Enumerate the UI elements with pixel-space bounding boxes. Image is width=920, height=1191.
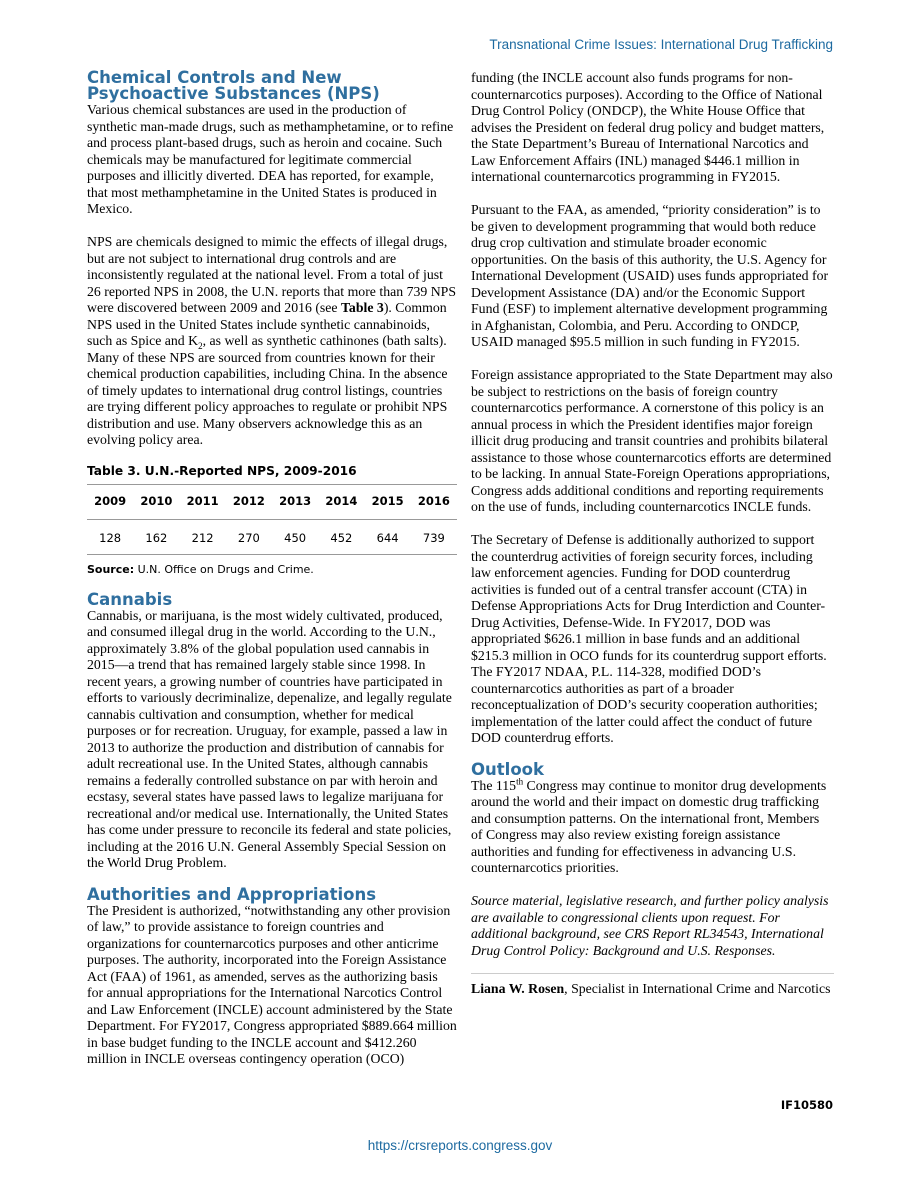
paragraph: Pursuant to the FAA, as amended, “priority consideration” is to be given to development programming that would both reduce drug crop cultivation and stimulate broader economic opportunities. On the basis of this authority, the U.S. Agency for International Development (USAID) uses funds appropriated for Development Assistance (DA) and/or the Economic Support Fund (ESF) to implement alternative development programming in Afghanistan, Colombia, and Peru. According to ONDCP, USAID managed $95.5 million in such funding in FY2015. [471,202,829,349]
table-cell: 739 [411,519,457,555]
table-header-cell: 2013 [272,485,318,520]
table-header-cell: 2015 [365,485,411,520]
footer-link[interactable]: https://crsreports.congress.gov [367,1138,553,1153]
running-header: Transnational Crime Issues: International Drug Trafficking [489,37,833,52]
table-row [87,519,457,555]
author-block [471,973,834,998]
paragraph: The 115th Congress may continue to monitor drug developments around the world and their impact on domestic drug trafficking and consumption patterns. On the international front, Members of Congress may also review existing foreign assistance authorities and funding for effectiveness in advancing U.S. counternarcotics priorities. [471,775,827,875]
table-cell: 452 [318,519,364,555]
heading-cannabis: Cannabis [87,589,173,609]
table-source: Source: U.N. Office on Drugs and Crime. [87,563,314,576]
author-title: , Specialist in International Crime and Narcotics [564,981,831,996]
table-header-cell: 2016 [411,485,457,520]
table-header-cell: 2010 [133,485,179,520]
table-cell: 212 [180,519,226,555]
paragraph: NPS are chemicals designed to mimic the effects of illegal drugs, but are not subject to international drug controls and are inconsistently regulated at the national level. From a total of just 26 reported NPS in 2008, the U.N. reports that more than 739 NPS were discovered between 2009 and 2016 (see Table 3). Common NPS used in the United States include synthetic cannabinoids, such as Spice and $K_2$, as well as synthetic cathinones (bath salts). Many of these NPS are sourced from countries known for their chemical production capabilities, including China. In the absence of timely updates to international drug control listings, countries are trying different policy approaches to regulate or prohibit NPS distribution and use. Many observers acknowledge this as an evolving policy area. [87,234,457,447]
table-header-cell: 2014 [318,485,364,520]
paragraph: Cannabis, or marijuana, is the most widely cultivated, produced, and consumed illegal drug in the world. According to the U.N., approximately 3.8% of the global population used cannabis in 2015—a trend that has remained largely stable since 1998. In recent years, a growing number of countries have participated in efforts to variously decriminalize, depenalize, and legally regulate cannabis cultivation and consumption, whether for medical purposes or for recreation. Uruguay, for example, passed a law in 2013 to authorize the production and distribution of cannabis for adult recreational use. In the United States, although cannabis remains a federally controlled substance on par with heroin and ecstasy, several states have passed laws to legalize marijuana for recreational and/or medical use. Internationally, the United States has come under pressure to reconcile its federal and state policies, including at the 2016 U.N. General Assembly Special Session on the World Drug Problem. [87,607,452,870]
table-header-cell: 2011 [180,485,226,520]
table-reference[interactable]: Table 3 [341,300,384,315]
author-name: Liana W. Rosen [471,981,565,996]
heading-chemical-controls: Chemical Controls and New Psychoactive Substances (NPS) [87,68,380,103]
paragraph: Various chemical substances are used in the production of synthetic man-made drugs, such as methamphetamine, or to refine and process plant-based drugs, such as heroin and cocaine. Such chemicals may be manufactured for legitimate commercial purposes and illicitly diverted. DEA has reported, for example, that most methamphetamine in the United States is produced in Mexico. [87,102,454,216]
table-cell: 270 [226,519,272,555]
table-header-cell: 2009 [87,485,133,520]
document-id: IF10580 [780,1098,833,1112]
table-header-cell: 2012 [226,485,272,520]
left-column [87,70,457,1068]
source-note: Source material, legislative research, and further policy analysis are available to congressional clients upon request. For additional background, see CRS Report RL34543, International Drug Control Policy: Background and U.S. Responses. [471,893,829,958]
table-cell: 128 [87,519,133,555]
paragraph: The Secretary of Defense is additionally authorized to support the counterdrug activities of foreign security forces, including law enforcement agencies. Funding for DOD counterdrug activities is funded out of a central transfer account (CTA) in Defense Appropriations Acts for Drug Interdiction and Counter-Drug Activities, Defense-Wide. In FY2017, DOD was appropriated $626.1 million in base funds and an additional $215.3 million in OCO funds for its counterdrug support efforts. The FY2017 NDAA, P.L. 114-328, modified DOD’s counternarcotics authorities as part of a broader reconceptualization of DOD’s security cooperation authorities; implementation of the latter could affect the conduct of future DOD counterdrug efforts. [471,532,827,745]
table-cell: 644 [365,519,411,555]
heading-authorities: Authorities and Appropriations [87,884,377,904]
paragraph: funding (the INCLE account also funds programs for non-counternarcotics purposes). According to the Office of National Drug Control Policy (ONDCP), the White House Office that advises the President on federal drug policy and budget matters, the State Department’s Bureau of International Narcotics and Law Enforcement Affairs (INL) managed $446.1 million in international counternarcotics programming in FY2015. [471,70,825,184]
right-column [471,70,834,998]
nps-table [87,484,457,555]
table-cell: 162 [133,519,179,555]
paragraph: Foreign assistance appropriated to the State Department may also be subject to restrictions on the basis of foreign country counternarcotics performance. A cornerstone of this policy is an annual process in which the President identifies major foreign illicit drug producing and transit countries and prohibits bilateral assistance to those whose counternarcotics efforts are determined to be lacking. In annual State-Foreign Operations appropriations, Congress adds additional conditions and reporting requirements on the use of funds, including counternarcotics INCLE funds. [471,367,833,514]
paragraph: The President is authorized, “notwithstanding any other provision of law,” to provide assistance to foreign countries and organizations for counternarcotics purposes and other anticrime purposes. The authority, incorporated into the Foreign Assistance Act (FAA) of 1961, as amended, serves as the authorizing basis for annual appropriations for the International Narcotics Control and Law Enforcement (INCLE) account administered by the State Department. For FY2017, Congress appropriated $889.664 million in base budget funding to the INCLE account and $412.260 million in INCLE overseas contingency operation (OCO) [87,902,457,1066]
heading-outlook: Outlook [471,759,544,779]
table-title: Table 3. U.N.-Reported NPS, 2009-2016 [87,463,357,478]
table-cell: 450 [272,519,318,555]
